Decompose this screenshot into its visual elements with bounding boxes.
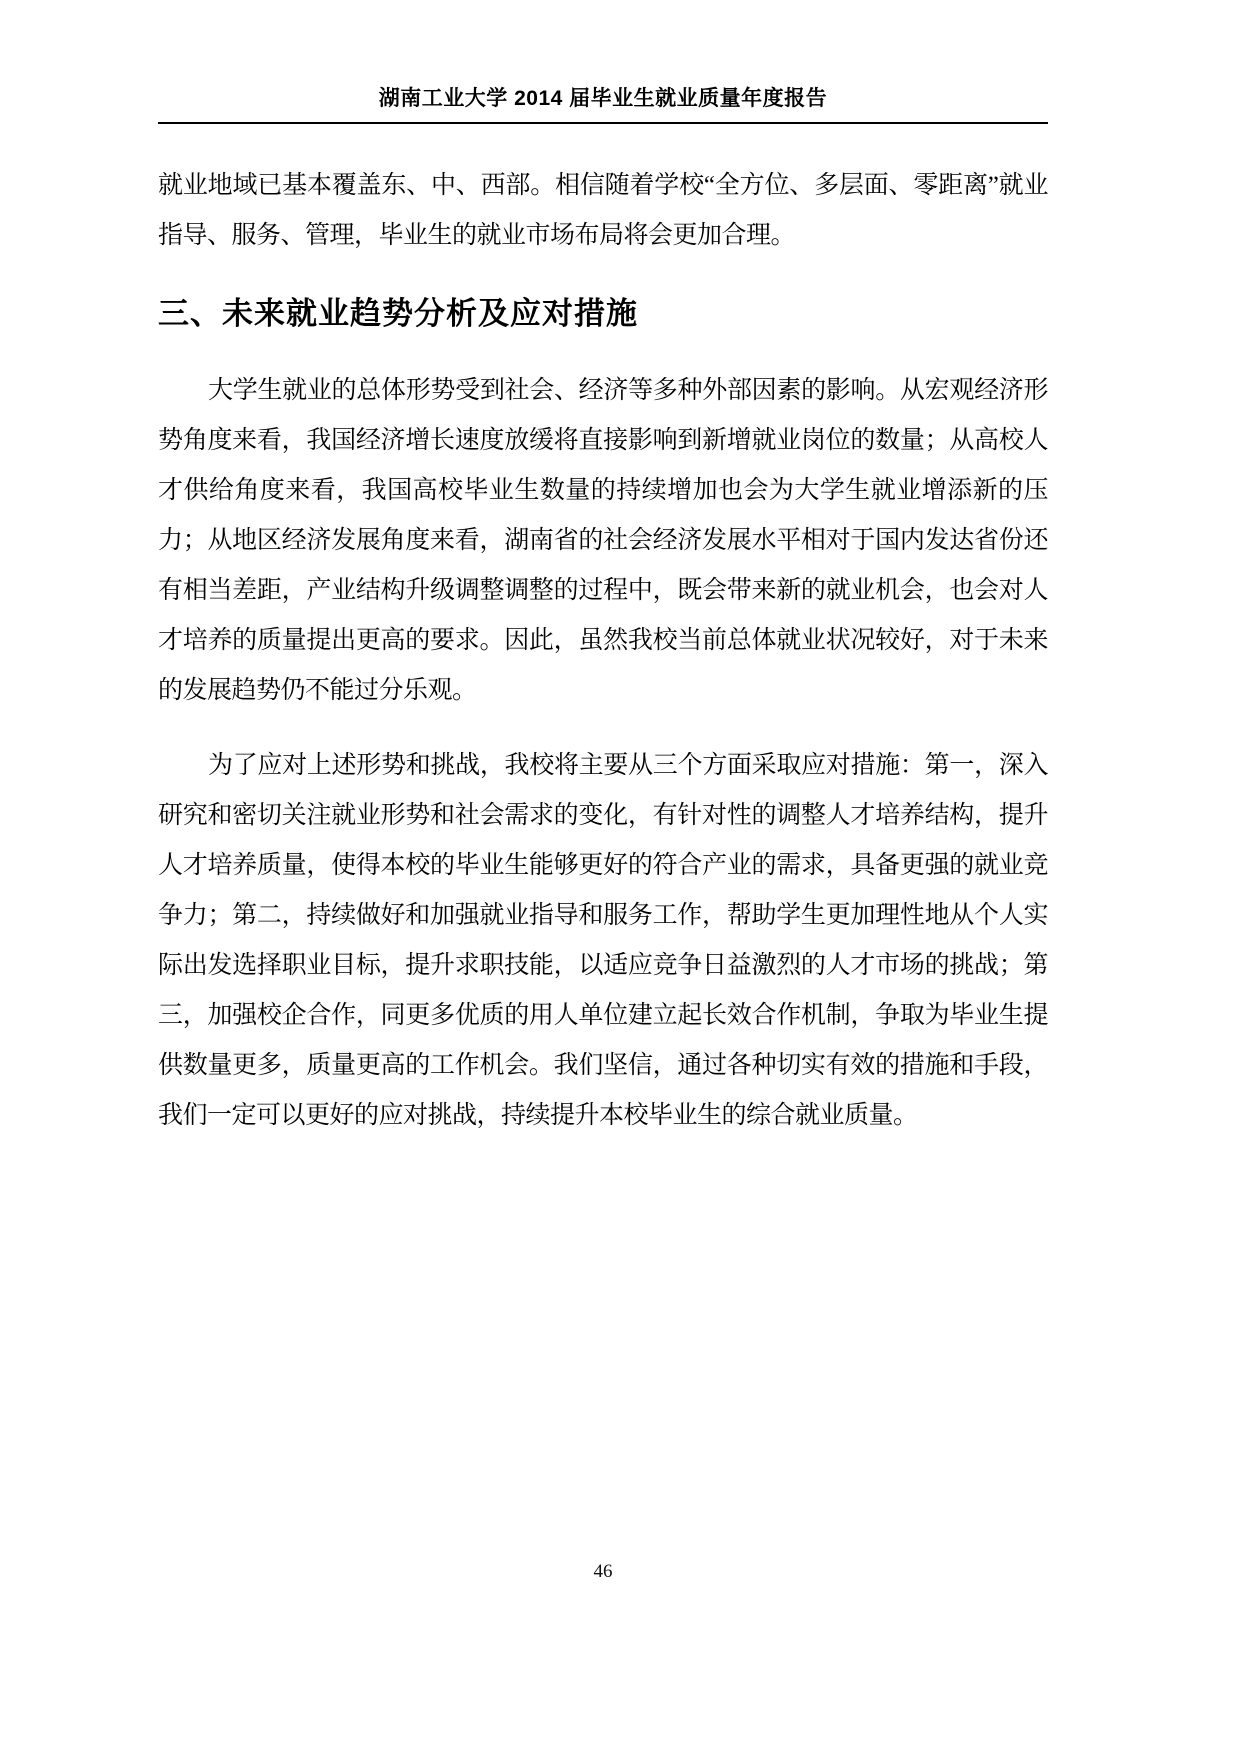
page-body [158,161,1048,1141]
page-footer [158,1560,1048,1584]
section-heading-future-trends: 三、未来就业趋势分析及应对措施 [158,296,638,331]
page-header [158,0,1048,124]
running-header-title: 湖南工业大学 2014 届毕业生就业质量年度报告 [378,87,828,110]
page-number: 46 [593,1561,613,1582]
paragraph-countermeasures: 为了应对上述形势和挑战，我校将主要从三个方面采取应对措施：第一，深入研究和密切关注就业形势和社会需求的变化，有针对性的调整人才培养结构，提升人才培养质量，使得本校的毕业生能够更好的符合产业的需求，具备更强的就业竞争力；第二，持续做好和加强就业指导和服务工作，帮助学生更加理性地从个人实际出发选择职业目标，提升求职技能，以适应竞争日益激烈的人才市场的挑战；第三，加强校企合作，同更多优质的用人单位建立起长效合作机制，争取为毕业生提供数量更多，质量更高的工作机会。我们坚信，通过各种切实有效的措施和手段，我们一定可以更好的应对挑战，持续提升本校毕业生的综合就业质量。 [158,752,1048,1129]
page-content [158,0,1048,1582]
paragraph-employment-region: 就业地域已基本覆盖东、中、西部。相信随着学校“全方位、多层面、零距离”就业指导、服务、管理，毕业生的就业市场布局将会更加合理。 [158,172,1048,249]
paragraph-trend-analysis: 大学生就业的总体形势受到社会、经济等多种外部因素的影响。从宏观经济形势角度来看，我国经济增长速度放缓将直接影响到新增就业岗位的数量；从高校人才供给角度来看，我国高校毕业生数量的持续增加也会为大学生就业增添新的压力；从地区经济发展角度来看，湖南省的社会经济发展水平相对于国内发达省份还有相当差距，产业结构升级调整调整的过程中，既会带来新的就业机会，也会对人才培养的质量提出更高的要求。因此，虽然我校当前总体就业状况较好，对于未来的发展趋势仍不能过分乐观。 [158,377,1048,704]
